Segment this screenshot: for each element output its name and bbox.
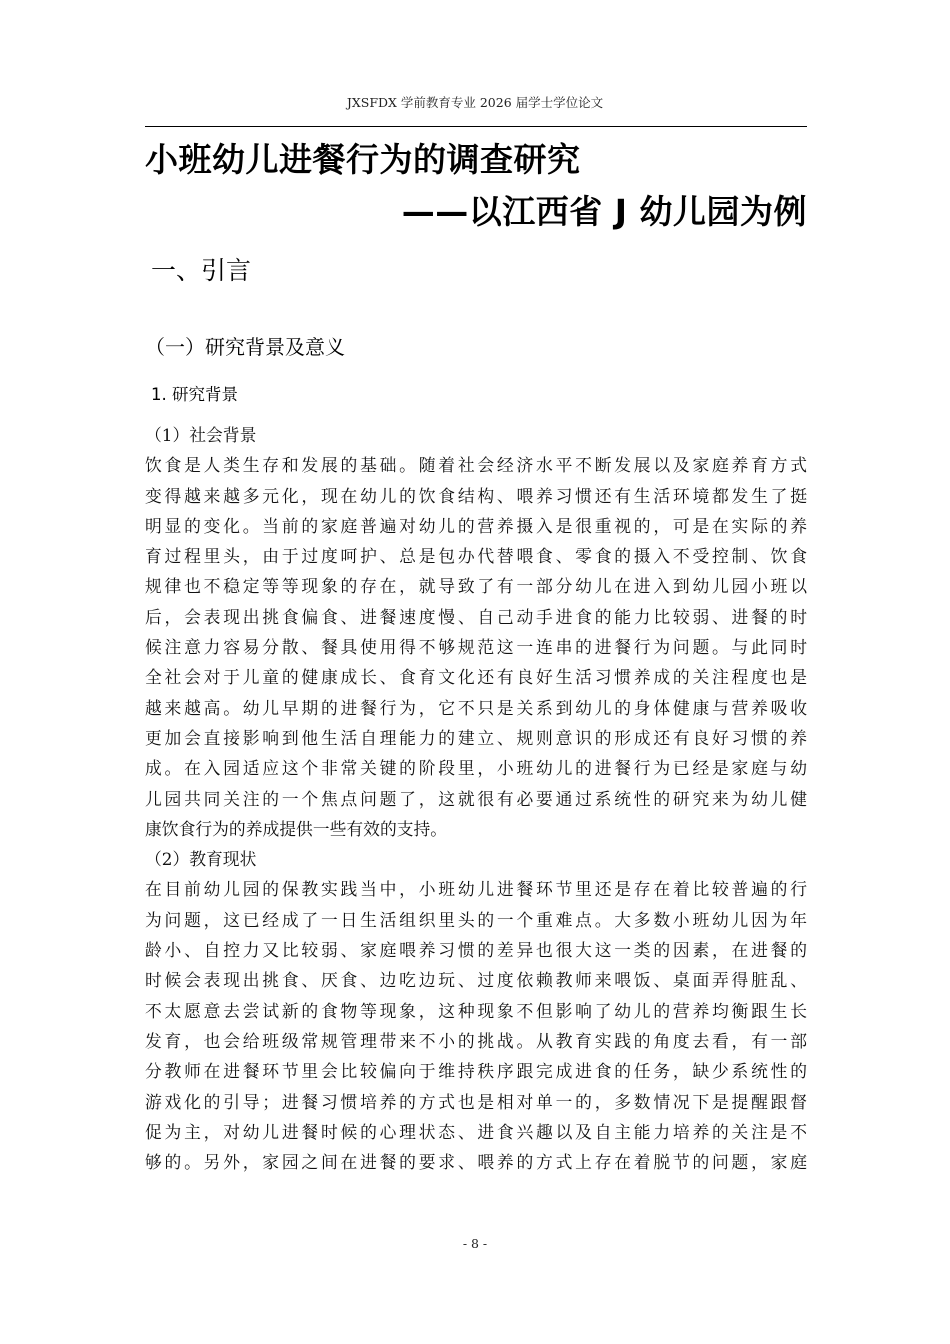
body-line: 发育，也会给班级常规管理带来不小的挑战。从教育实践的角度去看，有一部 (145, 1030, 807, 1051)
body-line: 促为主，对幼儿进餐时候的心理状态、进食兴趣以及自主能力培养的关注是不 (145, 1121, 807, 1142)
page-number: - 8 - (462, 1236, 488, 1251)
thesis-title: 小班幼儿进餐行为的调查研究 (145, 140, 581, 179)
body-line: 育过程里头，由于过度呵护、总是包办代替喂食、零食的摄入不受控制、饮食 (145, 546, 807, 567)
body-line: 为问题，这已经成了一日生活组织里头的一个重难点。大多数小班幼儿因为年 (145, 909, 807, 930)
body-line: 分教师在进餐环节里会比较偏向于维持秩序跟完成进食的任务，缺少系统性的 (145, 1061, 807, 1082)
subsection-heading: （一）研究背景及意义 (145, 335, 345, 359)
header-divider (145, 126, 807, 127)
body-line: 康饮食行为的养成提供一些有效的支持。 (145, 818, 448, 839)
body-text (145, 420, 807, 1177)
body-line: 龄小、自控力又比较弱、家庭喂养习惯的差异也很大这一类的因素，在进餐的 (145, 940, 807, 961)
body-line: 更加会直接影响到他生活自理能力的建立、规则意识的形成还有良好习惯的养 (145, 727, 807, 748)
body-line: 全社会对于儿童的健康成长、食育文化还有良好生活习惯养成的关注程度也是 (145, 667, 807, 688)
paragraph-heading: （2）教育现状 (145, 849, 257, 870)
body-line: 儿园共同关注的一个焦点问题了，这就很有必要通过系统性的研究来为幼儿健 (145, 788, 807, 809)
body-line: 不太愿意去尝试新的食物等现象，这种现象不但影响了幼儿的营养均衡跟生长 (145, 1000, 807, 1021)
subsubsection-heading: 1. 研究背景 (151, 385, 238, 404)
body-line: 成。在入园适应这个非常关键的阶段里，小班幼儿的进餐行为已经是家庭与幼 (145, 758, 807, 779)
body-line: 时候会表现出挑食、厌食、边吃边玩、过度依赖教师来喂饭、桌面弄得脏乱、 (145, 970, 807, 991)
body-line: 够的。另外，家园之间在进餐的要求、喂养的方式上存在着脱节的问题，家庭 (145, 1152, 807, 1173)
body-line: 候注意力容易分散、餐具使用得不够规范这一连串的进餐行为问题。与此同时 (145, 637, 807, 658)
paragraph-heading: （1）社会背景 (145, 425, 257, 445)
body-line: 饮食是人类生存和发展的基础。随着社会经济水平不断发展以及家庭养育方式 (145, 455, 807, 476)
running-header: JXSFDX 学前教育专业 2026 届学士学位论文 (346, 95, 604, 110)
body-line: 后，会表现出挑食偏食、进餐速度慢、自己动手进食的能力比较弱、进餐的时 (145, 606, 807, 627)
body-line: 变得越来越多元化，现在幼儿的饮食结构、喂养习惯还有生活环境都发生了挺 (145, 485, 807, 506)
body-line: 越来越高。幼儿早期的进餐行为，它不只是关系到幼儿的身体健康与营养吸收 (145, 697, 807, 718)
body-line: 规律也不稳定等等现象的存在，就导致了有一部分幼儿在进入到幼儿园小班以 (145, 576, 807, 597)
thesis-subtitle: ——以江西省 J 幼儿园为例 (401, 192, 807, 231)
body-line: 在目前幼儿园的保教实践当中，小班幼儿进餐环节里还是存在着比较普遍的行 (145, 879, 807, 900)
body-line: 明显的变化。当前的家庭普遍对幼儿的营养摄入是很重视的，可是在实际的养 (145, 515, 807, 536)
section-heading: 一、引言 (151, 256, 252, 285)
body-line: 游戏化的引导；进餐习惯培养的方式也是相对单一的，多数情况下是提醒跟督 (145, 1091, 807, 1112)
